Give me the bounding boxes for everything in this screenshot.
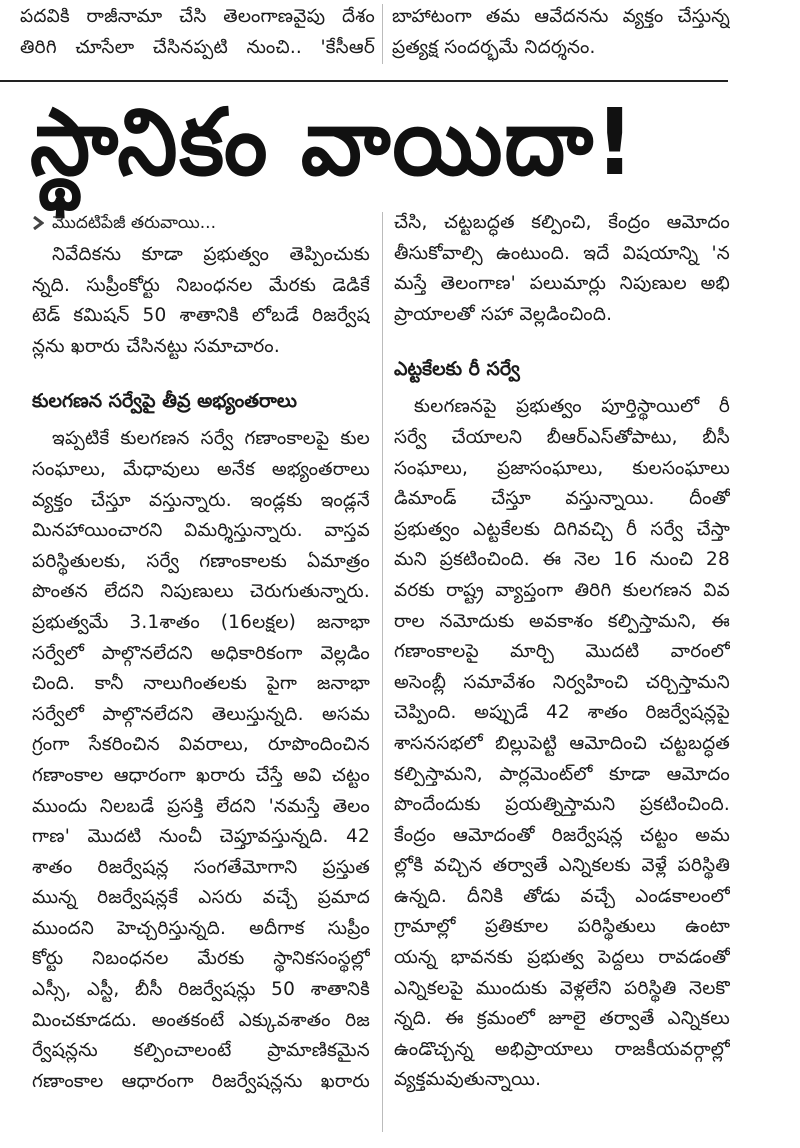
top-strip-left-text [20,2,375,63]
top-strip-left [20,2,375,63]
text-line: రాల నమోదుకు అవకాశం కల్పిస్తామని, ఈ [394,610,730,632]
article-right-column [394,208,730,1096]
text-line: టెడ్ కమిషన్ 50 శాతానికి లోబడే రిజర్వేష [32,305,370,327]
text-line: ఇప్పటికే కులగణన సర్వే గణాంకాలపై కుల [52,428,370,450]
text-line: వ్యక్తమవుతున్నాయి. [394,1069,542,1091]
text-line: సర్వేలో పాల్గొనలేదని తెలుస్తున్నది. అసమ [32,703,370,725]
text-line: వరకు రాష్ట్ర వ్యాప్తంగా తిరిగి కులగణన వివ [394,579,730,601]
text-line: ప్రాయాలతో సహా వెల్లడించింది. [394,303,613,325]
text-line: ర్వేషన్లను కల్పించాలంటే ప్రామాణికమైన [32,1040,370,1062]
text-line: సంఘాలు, మేధావులు అనేక అభ్యంతరాలు [32,458,370,480]
text-line: ఎస్సీ, ఎస్టీ, బీసీ రిజర్వేషన్లు 50 శాతానికి [32,979,370,1001]
text-line: ప్రభుత్వమే 3.1శాతం (16లక్షల) జనాభా [32,611,370,633]
text-line: డిమాండ్ చేస్తూ వస్తున్నాయి. దీంతో [394,488,730,510]
text-line: పొంతన లేదని నిపుణులు చెరుగుతున్నారు. [32,581,370,603]
column-divider [382,212,383,1132]
paragraph [32,424,370,1097]
text-line: సంఘాలు, ప్రజాసంఘాలు, కులసంఘాలు [394,457,730,479]
text-line: ప్రత్యక్ష సందర్భమే నిదర్శనం. [392,36,596,58]
continued-from-text: మొదటిపేజీ తరువాయి... [52,213,216,233]
text-line: అసెంబ్లీ సమావేశం నిర్వహించి చర్చిస్తామని [394,671,730,693]
text-line: సర్వే చేయాలని బీఆర్ఎస్‌తోపాటు, బీసీ [394,426,730,448]
paragraph [394,208,730,330]
text-line: గణాంకాలపై మార్చి మొదటి వారంలో [394,641,730,663]
top-column-divider [382,4,383,64]
text-line: గణాంకాల ఆధారంగా ఖరారు చేస్తే అవి చట్టం [32,764,370,786]
text-line: ముందని హెచ్చరిస్తున్నది. అదీగాక సుప్రీం [32,917,370,939]
top-strip-right-text [392,2,730,63]
text-line: న్నది. సుప్రీంకోర్టు నిబంధనల మేరకు డెడికే [32,274,370,296]
text-line: ముందు నిలబడే ప్రసక్తి లేదని 'నమస్తే తెలం [32,795,370,817]
section-divider [0,80,728,82]
text-line: గ్రామాల్లో ప్రతికూల పరిస్థితులు ఉంటా [394,916,730,938]
subheading: కులగణన సర్వేపై తీవ్ర అభ్యంతరాలు [32,390,297,413]
text-line: మినహాయించారని విమర్శిస్తున్నారు. వాస్తవ [32,520,370,542]
text-line: బాహాటంగా తమ ఆవేదనను వ్యక్తం చేస్తున్న [392,6,730,27]
top-strip-right [392,2,730,63]
text-line: కులగణనపై ప్రభుత్వం పూర్తిస్థాయిలో రీ [414,396,730,418]
text-line: చింది. కానీ నాలుగింతలకు పైగా జనాభా [32,673,370,695]
text-line: వ్యక్తం చేస్తూ వస్తున్నారు. ఇండ్లకు ఇండ్లనే [32,489,370,511]
text-line: తిరిగి చూసేలా చేసినప్పటి నుంచి.. 'కేసీఆర్ [20,36,375,58]
text-line: గణాంకాల ఆధారంగా రిజర్వేషన్లను ఖరారు [32,1070,370,1092]
text-line: మస్తే తెలంగాణ' పలుమార్లు నిపుణుల అభి [394,273,730,295]
text-line: మని ప్రకటించింది. ఈ నెల 16 నుంచి 28 [394,549,730,571]
subheading: ఎట్టకేలకు రీ సర్వే [394,358,520,381]
text-line: ప్రభుత్వం ఎట్టకేలకు దిగివచ్చి రీ సర్వే చేస్తా [394,518,730,540]
paragraph [394,392,730,1096]
text-line: పరిస్థితులకు, సర్వే గణాంకాలకు ఏమాత్రం [32,550,370,572]
text-line: ఉండొచ్చన్న అభిప్రాయాలు రాజకీయవర్గాల్లో [394,1038,730,1060]
continued-from-label [32,210,216,236]
text-line: కోర్టు నిబంధనల మేరకు స్థానికసంస్థల్లో [32,948,370,970]
text-line: పదవికి రాజీనామా చేసి తెలంగాణవైపు దేశం [20,6,375,27]
chevron-right-icon [32,216,44,230]
article-left-column [32,240,370,1097]
text-line: మించకూడదు. అంతకంటే ఎక్కువశాతం రిజ [32,1009,370,1031]
text-line: చేసి, చట్టబద్ధత కల్పించి, కేంద్రం ఆమోదం [394,212,730,233]
text-line: ల్లోకి వచ్చిన తర్వాతే ఎన్నికలకు వెళ్లే పరిస్థితి [394,855,730,877]
text-line: శాతం రిజర్వేషన్ల సంగతేమోగాని ప్రస్తుత [32,856,370,878]
text-line: ఎన్నికలపై ముందుకు వెళ్లలేని పరిస్థితి నెలకొ [394,977,730,999]
text-line: ఉన్నది. దీనికి తోడు వచ్చే ఎండకాలంలో [394,885,730,907]
text-line: సర్వేలో పాల్గొనలేదని అధికారికంగా వెల్లడిం [32,642,370,664]
text-line: తీసుకోవాల్సి ఉంటుంది. ఇదే విషయాన్ని 'న [394,242,730,264]
text-line: నివేదికను కూడా ప్రభుత్వం తెప్పించుకు [52,244,370,265]
text-line: గ్రంగా సేకరించిన వివరాలు, రూపొందించిన [32,734,370,756]
text-line: యన్న భావనకు ప్రభుత్వ పెద్దలు రావడంతో [394,947,730,969]
paragraph [32,240,370,362]
headline: స్థానికం వాయిదా! [30,89,637,196]
text-line: చెప్పింది. అప్పుడే 42 శాతం రిజర్వేషన్లపై [394,702,730,724]
text-line: కేంద్రం ఆమోదంతో రిజర్వేషన్ల చట్టం అమ [394,824,730,846]
text-line: న్నది. ఈ క్రమంలో జూలై తర్వాతే ఎన్నికలు [394,1008,730,1030]
text-line: న్లను ఖరారు చేసినట్టు సమాచారం. [32,335,280,357]
text-line: శాసనసభలో బిల్లుపెట్టి ఆమోదించి చట్టబద్ధత [394,732,730,754]
text-line: మున్న రిజర్వేషన్లకే ఎసరు వచ్చే ప్రమాద [32,887,370,909]
text-line: పొందేందుకు ప్రయత్నిస్తామని ప్రకటించింది. [394,794,730,816]
text-line: కల్పిస్తామని, పార్లమెంట్‌లో కూడా ఆమోదం [394,763,730,785]
text-line: గాణ' మొదటి నుంచీ చెప్తూవస్తున్నది. 42 [32,826,370,848]
